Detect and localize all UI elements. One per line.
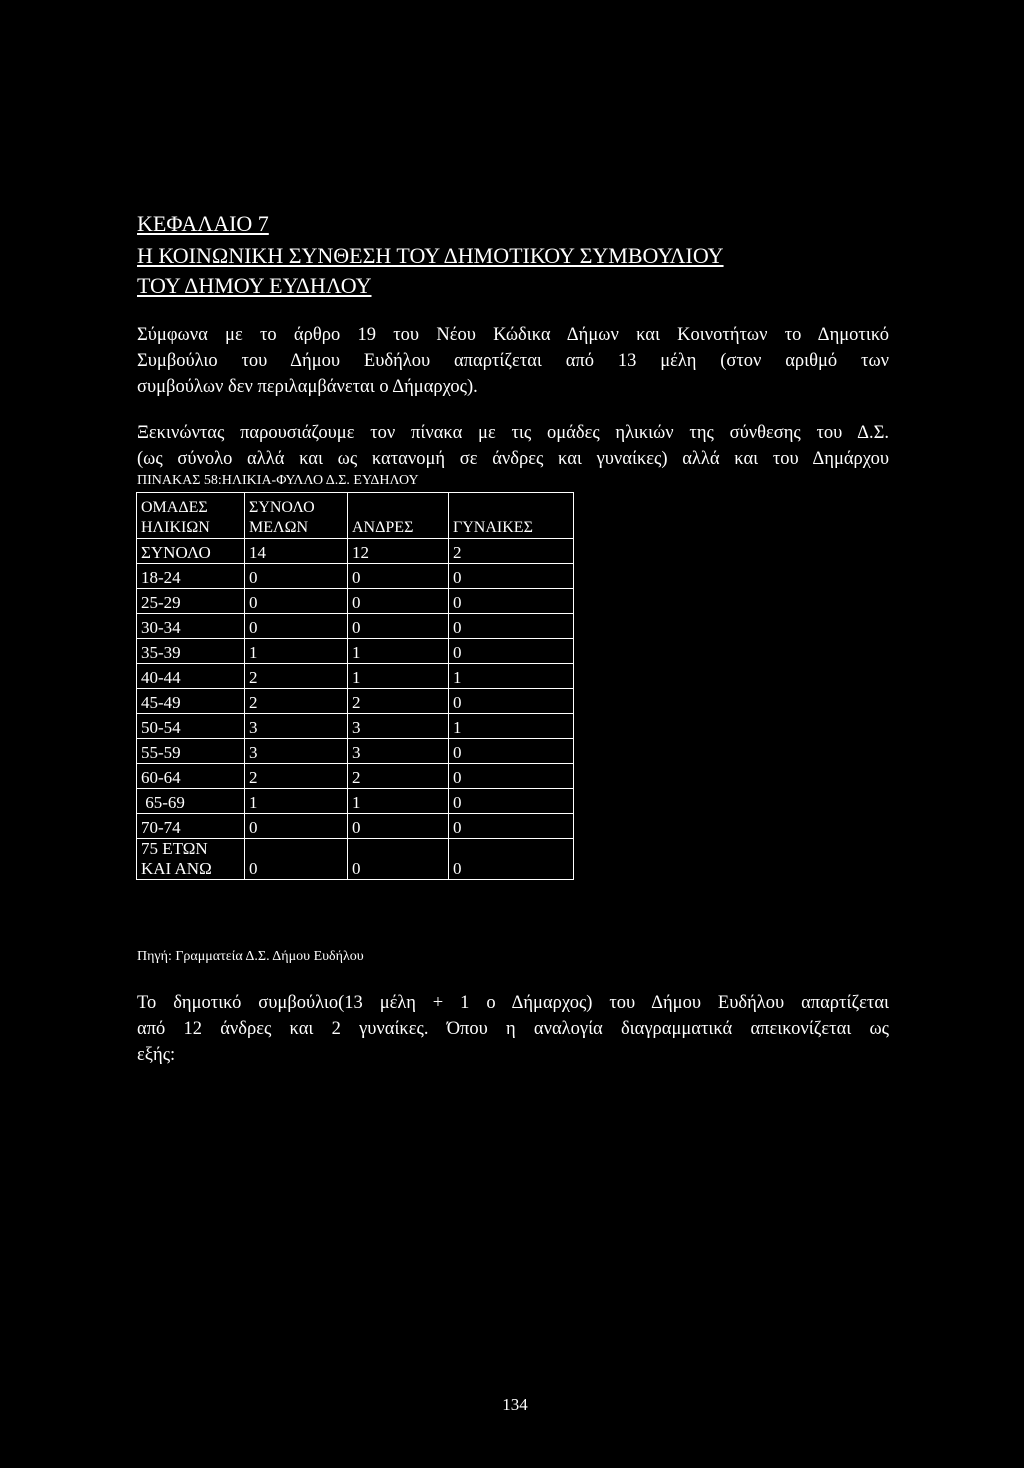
cell-women: 0	[449, 564, 574, 589]
table-row	[137, 589, 574, 614]
cell-total: 3	[245, 714, 348, 739]
table-intro-line-1: Ξεκινώντας παρουσιάζουμε τον πίνακα με τις ομάδες ηλικιών της σύνθεσης του Δ.Σ.	[137, 423, 889, 443]
header-men: ΑΝΔΡΕΣ	[348, 493, 449, 539]
page-number: 134	[502, 1395, 528, 1414]
cell-women: 0	[449, 614, 574, 639]
table-row	[137, 564, 574, 589]
cell-women: 0	[449, 739, 574, 764]
cell-women: 0	[449, 839, 574, 880]
cell-men: 0	[348, 839, 449, 880]
header-age-groups: ΟΜΑΔΕΣ ΗΛΙΚΙΩΝ	[137, 493, 245, 539]
table-title: ΠΙΝΑΚΑΣ 58:ΗΛΙΚΙΑ-ΦΥΛΛΟ Δ.Σ. ΕΥΔΗΛΟΥ	[137, 473, 419, 488]
summary-line-1: Το δημοτικό συμβούλιο(13 μέλη + 1 ο Δήμαρχος) του Δήμου Ευδήλου απαρτίζεται	[137, 993, 889, 1013]
cell-group: 50-54	[137, 714, 245, 739]
cell-women: 0	[449, 789, 574, 814]
intro-line-2: Συμβούλιο του Δήμου Ευδήλου απαρτίζεται από 13 μέλη (στον αριθμό των	[137, 351, 889, 371]
cell-group: 18-24	[137, 564, 245, 589]
cell-men: 0	[348, 589, 449, 614]
cell-women: 0	[449, 589, 574, 614]
cell-men: 1	[348, 639, 449, 664]
cell-women: 1	[449, 714, 574, 739]
cell-men: 0	[348, 814, 449, 839]
table-row	[137, 814, 574, 839]
table-intro-paragraph	[137, 420, 889, 472]
summary-line-2: από 12 άνδρες και 2 γυναίκες. Όπου η αναλογία διαγραμματικά απεικονίζεται ως	[137, 1019, 889, 1039]
table-row	[137, 614, 574, 639]
intro-paragraph	[137, 322, 889, 400]
cell-men: 1	[348, 664, 449, 689]
cell-total: 2	[245, 764, 348, 789]
cell-group: 55-59	[137, 739, 245, 764]
cell-total: 0	[245, 614, 348, 639]
cell-group: 30-34	[137, 614, 245, 639]
table-row	[137, 689, 574, 714]
cell-women: 2	[449, 539, 574, 564]
cell-total: 0	[245, 564, 348, 589]
chapter-title-line-1: Η ΚΟΙΝΩΝΙΚΗ ΣΥΝΘΕΣΗ ΤΟΥ ΔΗΜΟΤΙΚΟΥ ΣΥΜΒΟΥΛΙΟΥ	[137, 243, 724, 268]
table-row	[137, 839, 574, 880]
cell-men: 3	[348, 739, 449, 764]
cell-women: 0	[449, 689, 574, 714]
table-row	[137, 789, 574, 814]
table-row	[137, 539, 574, 564]
cell-total: 14	[245, 539, 348, 564]
table-source: Πηγή: Γραμματεία Δ.Σ. Δήμου Ευδήλου	[137, 949, 364, 964]
header-total-members: ΣΥΝΟΛΟ ΜΕΛΩΝ	[245, 493, 348, 539]
cell-total: 1	[245, 789, 348, 814]
table-row	[137, 764, 574, 789]
cell-group: 45-49	[137, 689, 245, 714]
cell-group: 40-44	[137, 664, 245, 689]
cell-women: 0	[449, 764, 574, 789]
cell-total: 1	[245, 639, 348, 664]
cell-men: 12	[348, 539, 449, 564]
cell-women: 1	[449, 664, 574, 689]
chapter-title-line-2: ΤΟΥ ΔΗΜΟΥ ΕΥΔΗΛΟΥ	[137, 273, 372, 298]
cell-men: 1	[348, 789, 449, 814]
table-row	[137, 714, 574, 739]
table-row	[137, 739, 574, 764]
intro-line-1: Σύμφωνα με το άρθρο 19 του Νέου Κώδικα Δήμων και Κοινοτήτων το Δημοτικό	[137, 325, 889, 345]
cell-men: 2	[348, 764, 449, 789]
summary-line-3: εξής:	[137, 1045, 176, 1065]
cell-total: 2	[245, 689, 348, 714]
chapter-number: ΚΕΦΑΛΑΙΟ 7	[137, 211, 269, 236]
cell-group: 60-64	[137, 764, 245, 789]
cell-men: 2	[348, 689, 449, 714]
cell-group: 75 ΕΤΩΝ ΚΑΙ ΑΝΩ	[137, 839, 245, 880]
cell-group: 70-74	[137, 814, 245, 839]
cell-total: 0	[245, 589, 348, 614]
cell-women: 0	[449, 639, 574, 664]
cell-men: 0	[348, 564, 449, 589]
table-header-row	[137, 493, 574, 539]
cell-total: 0	[245, 839, 348, 880]
cell-men: 3	[348, 714, 449, 739]
table-row	[137, 639, 574, 664]
cell-group: ΣΥΝΟΛΟ	[137, 539, 245, 564]
cell-group: 35-39	[137, 639, 245, 664]
header-women: ΓΥΝΑΙΚΕΣ	[449, 493, 574, 539]
table-intro-line-2: (ως σύνολο αλλά και ως κατανομή σε άνδρες και γυναίκες) αλλά και του Δημάρχου	[137, 449, 889, 469]
cell-group: 65-69	[137, 789, 245, 814]
cell-women: 0	[449, 814, 574, 839]
cell-group: 25-29	[137, 589, 245, 614]
cell-total: 2	[245, 664, 348, 689]
cell-total: 3	[245, 739, 348, 764]
table-row	[137, 664, 574, 689]
age-gender-table	[136, 492, 574, 880]
summary-paragraph	[137, 990, 889, 1068]
cell-men: 0	[348, 614, 449, 639]
intro-line-3: συμβούλων δεν περιλαμβάνεται ο Δήμαρχος).	[137, 377, 478, 397]
cell-total: 0	[245, 814, 348, 839]
